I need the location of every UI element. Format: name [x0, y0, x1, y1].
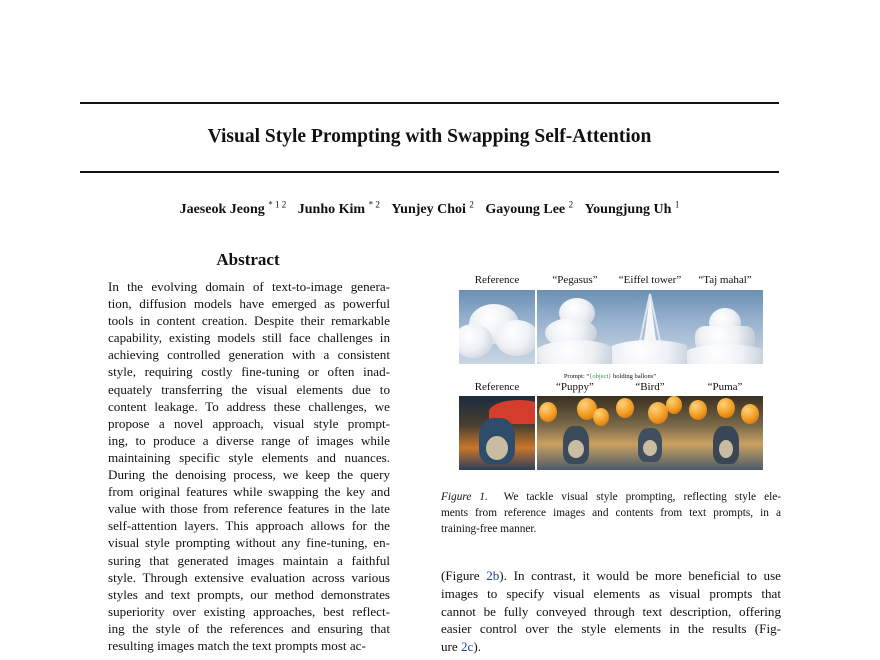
- abstract-line: achieving controlled generation with a consistent: [108, 347, 390, 363]
- figure-label: Reference: [474, 274, 520, 286]
- eiffel-tower-cloud-image: [612, 290, 688, 364]
- author: Yunjey Choi $^2$: [391, 199, 474, 217]
- caption-line: Figure 1. We tackle visual style prompting, reflecting style ele-: [441, 491, 781, 503]
- body-line: (Figure 2b). In contrast, it would be more beneficial to use: [441, 568, 781, 583]
- abstract-line: equately transferring the visual elements due to: [108, 381, 390, 397]
- abstract-line: tion, diffusion models have emerged as powerful: [108, 296, 390, 312]
- abstract-line: superiority over existing approaches, best reflect-: [108, 603, 390, 619]
- body-line: ure 2c).: [441, 639, 481, 655]
- abstract-line: styles and text prompts, our method demonstrates: [108, 586, 390, 602]
- abstract-line: resulting images match the text prompts most ac-: [108, 637, 366, 653]
- body-line: images to specify visual elements as visual prompts that: [441, 585, 781, 601]
- puppy-image: [537, 396, 613, 470]
- paper-title: Visual Style Prompting with Swapping Self-Attention: [207, 126, 652, 147]
- abstract-line: During the denoising process, we keep the query: [108, 467, 390, 483]
- figure-label: “Bird”: [635, 381, 665, 393]
- caption-line: ments from reference images and contents from text prompts, in a: [441, 506, 781, 519]
- abstract-line: content leakage. To address these challenges, we: [108, 398, 390, 414]
- reference-totoro-image: [459, 396, 535, 470]
- figure-1: [440, 272, 780, 478]
- puma-image: [687, 396, 763, 470]
- abstract-line: propose a novel approach, visual style prompt-: [108, 415, 390, 431]
- abstract-line: tools in content creation. Despite their remarkable: [108, 313, 390, 329]
- reference-cloud-image: [459, 290, 535, 364]
- abstract-line: ing, to produce a diverse range of images while: [108, 432, 390, 448]
- pegasus-cloud-image: [537, 290, 613, 364]
- author: Junho Kim $^{* 2}$: [297, 199, 380, 217]
- author: Gayoung Lee $^2$: [485, 199, 574, 217]
- body-line: easier control over the style elements in the results (Fig-: [441, 621, 781, 637]
- abstract-line: from original features while swapping the key and: [108, 484, 390, 500]
- abstract-line: self-attention layers. This approach allows for the: [108, 518, 390, 534]
- figure-2c-link[interactable]: 2c: [461, 639, 474, 655]
- abstract-line: suring that generated images maintain a faithful: [108, 552, 390, 568]
- author: Youngjung Uh $^1$: [584, 199, 680, 217]
- abstract-line: capability, existing models still face challenges in: [108, 330, 390, 346]
- abstract-line: value with those from reference features in the late: [108, 501, 390, 517]
- bird-image: [612, 396, 688, 470]
- figure-2b-link[interactable]: 2b: [486, 568, 500, 583]
- figure-label: “Pegasus”: [552, 274, 598, 286]
- abstract-line: style. Through extensive evaluation across various: [108, 569, 390, 585]
- abstract-line: ing the style of the references and ensuring that: [108, 620, 390, 636]
- abstract-line: visual style prompting without any fine-tuning, en-: [108, 535, 390, 551]
- caption-line: training-free manner.: [441, 522, 537, 535]
- figure-caption: [441, 490, 781, 537]
- title-rule-bottom: [80, 171, 779, 173]
- figure-label: “Puppy”: [556, 381, 594, 393]
- abstract-line: In the evolving domain of text-to-image genera-: [108, 279, 390, 294]
- prompt-line: Prompt: “{object} holding ballons”: [563, 373, 657, 380]
- taj-mahal-cloud-image: [687, 290, 763, 364]
- figure-label: Reference: [474, 381, 520, 393]
- figure-label: “Taj mahal”: [698, 274, 752, 286]
- abstract-body: [108, 278, 390, 654]
- abstract-heading: Abstract: [216, 250, 280, 269]
- author: Jaeseok Jeong $^{* 1 2}$: [179, 199, 287, 217]
- abstract-line: style, requiring costly fine-tuning or often inad-: [108, 364, 390, 380]
- figure-caption-label: Figure 1.: [441, 491, 488, 503]
- right-column-body: [441, 567, 781, 656]
- author-list: [80, 199, 779, 218]
- body-line: cannot be fully conveyed through text description, offering: [441, 603, 781, 619]
- abstract-line: maintaining specific style elements and nuances.: [108, 449, 390, 465]
- arxiv-stamp-strip: [0, 0, 60, 660]
- figure-label: “Puma”: [707, 381, 743, 393]
- title-rule-top: [80, 102, 779, 104]
- figure-label: “Eiffel tower”: [618, 274, 682, 286]
